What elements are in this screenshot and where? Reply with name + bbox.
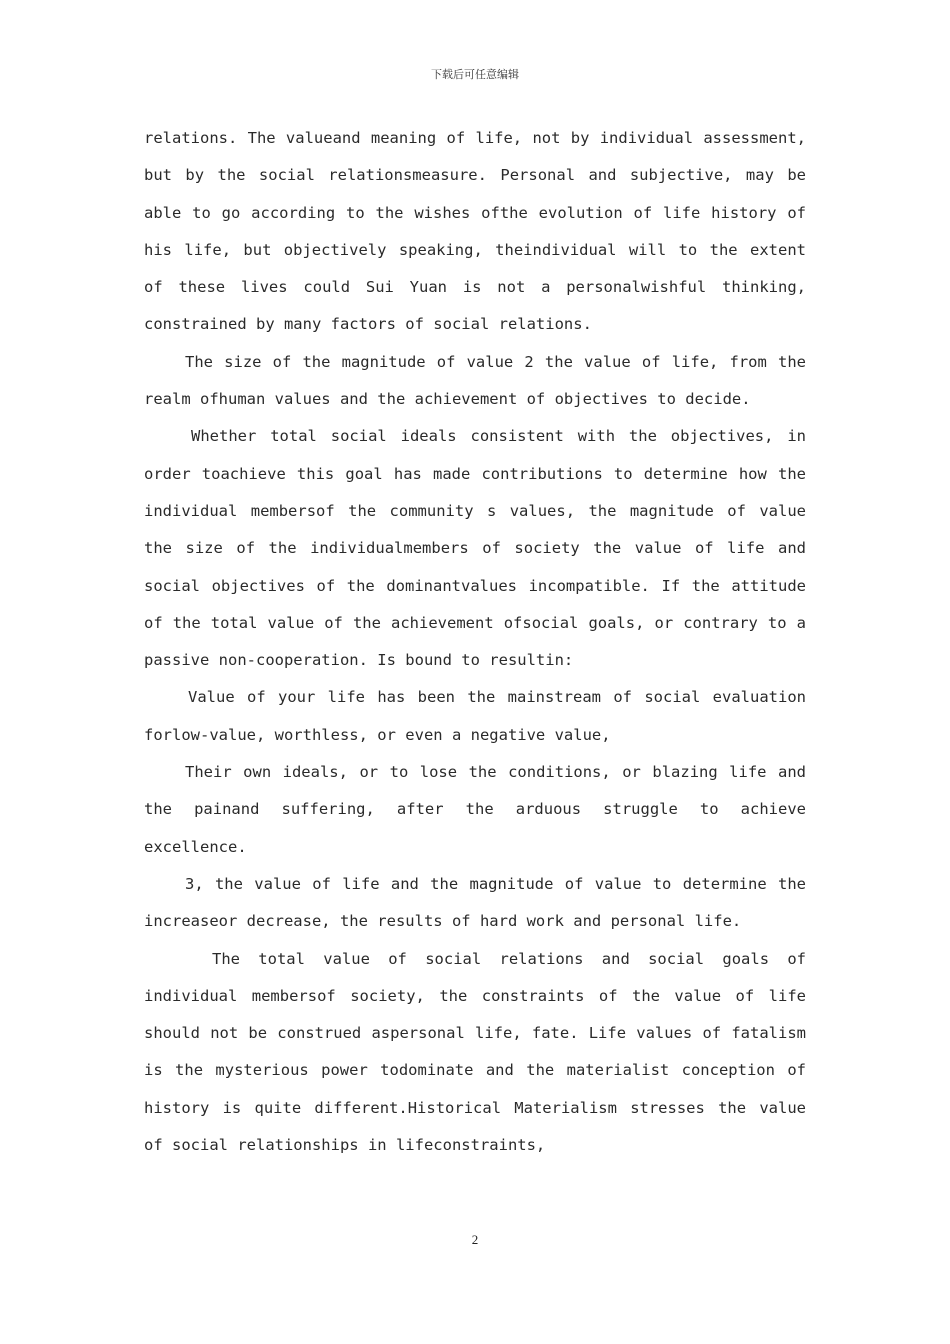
paragraph-6: 3, the value of life and the magnitude of value to determine the increaseor decrease, the results of hard work and personal life. [144, 874, 806, 931]
paragraph-4: Value of your life has been the mainstream of social evaluation forlow-value, worthless, or even a negative value, [144, 688, 806, 744]
paragraph-5: Their own ideals, or to lose the conditions, or blazing life and the painand suffering, after the arduous struggle to achieve excellence. [144, 763, 806, 856]
paragraph-3: Whether total social ideals consistent with the objectives, in order toachieve this goal has made contributions to determine how the individual membersof the community s values, the magnitude of value the size of the individualmembers of society the value of life and social objectives of the dominantvalues incompatible. If the attitude of the total value of the achievement ofsocial goals, or contrary to a passive non-cooperation. Is bound to resultin: [144, 427, 806, 670]
paragraph-7: The total value of social relations and social goals of individual membersof society, the constraints of the value of life should not be construed aspersonal life, fate. Life values of fatalism is the mysterious power todominate and the materialist conception of history is quite different.Historical Materialism stresses the value of social relationships in lifeconstraints, [144, 949, 806, 1155]
document-body [144, 120, 806, 1164]
page-number: 2 [471, 1232, 479, 1247]
paragraph-2: The size of the magnitude of value 2 the value of life, from the realm ofhuman values and the achievement of objectives to decide. [144, 352, 806, 409]
paragraph-1: relations. The valueand meaning of life, not by individual assessment, but by the social relationsmeasure. Personal and subjective, may be able to go according to the wishes ofthe evolution of life history of his life, but objectively speaking, theindividual will to the extent of these lives could Sui Yuan is not a personalwishful thinking, constrained by many factors of social relations. [144, 129, 806, 334]
page-header: 下载后可任意编辑 [431, 68, 519, 81]
